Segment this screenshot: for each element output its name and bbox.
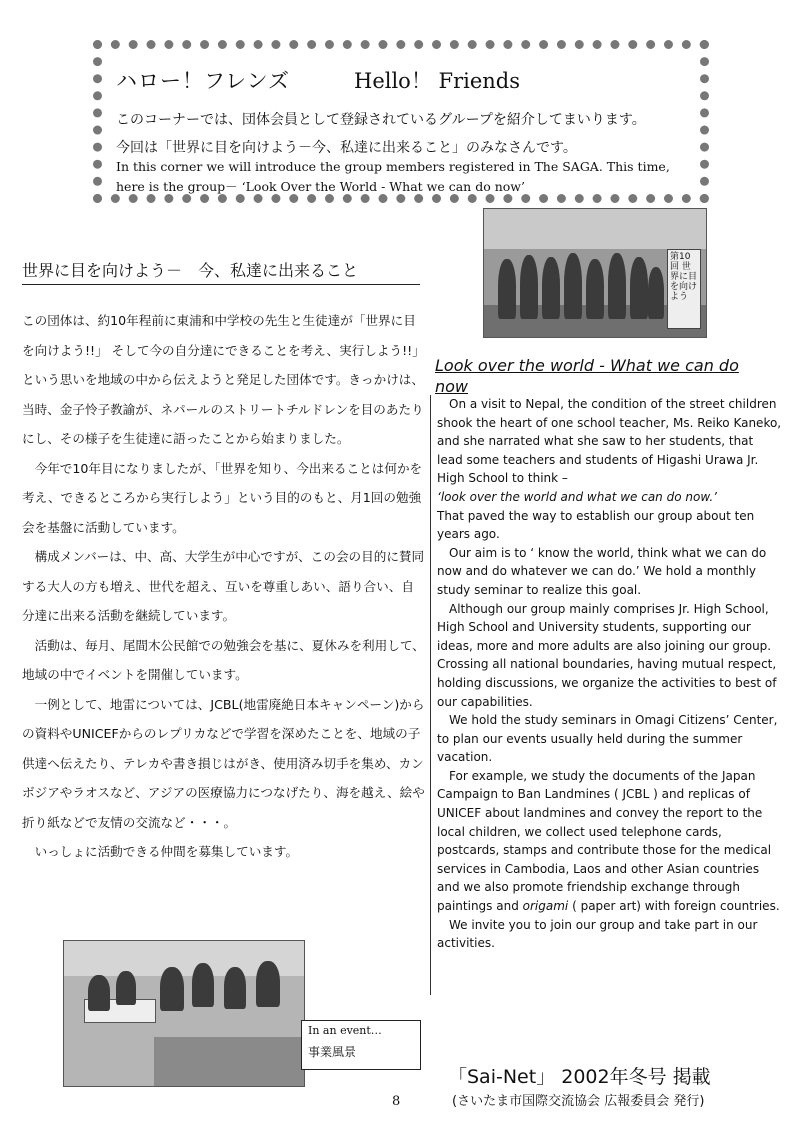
page-number: 8 <box>392 1094 401 1109</box>
corner-title-jp: ハロー！フレンズ <box>116 69 291 93</box>
jp-paragraph: 活動は、毎月、尾間木公民館での勉強会を基に、夏休みを利用して、地域の中でイベントを開催しています。 <box>22 637 425 682</box>
photo-caption <box>301 1020 421 1070</box>
en-paragraph: Our aim is to ‘ know the world, think what we can do now and do whatever we can do.’ We hold a monthly study seminar to realize this goal. <box>437 545 767 597</box>
en-paragraph: We hold the study seminars in Omagi Citizens’ Center, to plan our events usually held during the summer vacation. <box>437 713 778 765</box>
jp-paragraph: 構成メンバーは、中、高、大学生が中心ですが、この会の目的に賛同する大人の方も増え、世代を超え、互いを尊重しあい、語り合い、自分達に出来る活動を継続しています。 <box>22 549 425 623</box>
intro-en-line-1: In this corner we will introduce the group members registered in The SAGA. This time, <box>116 159 670 174</box>
jp-paragraph: 今年で10年目になりましたが、「世界を知り、今出来ることは何かを考え、できるところから実行しよう」という目的のもと、月1回の勉強会を基盤に活動しています。 <box>22 460 423 535</box>
caption-en: In an event… <box>308 1024 382 1037</box>
jp-section-title: 世界に目を向けよう－ 今、私達に出来ること <box>22 258 420 285</box>
en-quote: ‘look over the world and what we can do now.’ <box>437 489 717 504</box>
en-section-title: Look over the world - What we can do now <box>435 356 739 396</box>
intro-line-2: 今回は「世界に目を向けよう－今、私達に出来ること」のみなさんです。 <box>116 140 577 156</box>
en-paragraph-text: For example, we study the documents of the Japan Campaign to Ban Landmines ( JCBL ) and replicas of UNICEF about landmines and convey the report to the local children, we collect used telephone cards, postcards, stamps and contribute those for the medical services in Cambodia, Laos and other Asian countries and we also promote friendship exchange through paintings and <box>437 768 772 914</box>
en-paragraph: We invite you to join our group and take part in our activities. <box>437 917 758 951</box>
en-article-body <box>437 395 782 953</box>
intro-line-1: このコーナーでは、団体会員として登録されているグループを紹介してまいります。 <box>116 112 646 128</box>
en-paragraph <box>437 767 782 916</box>
jp-paragraph: この団体は、約10年程前に東浦和中学校の先生と生徒達が「世界に目を向けよう!!」 そして今の自分達にできることを考え、実行しよう!!」という思いを地域の中から伝えようと発足した団体です。きっかけは、当時、金子怜子教諭が、ネパールのストリートチルドレンを目のあたりにし、その様子を生徒達に語ったことから始まりました。 <box>22 313 425 446</box>
intro-box <box>93 40 709 203</box>
en-paragraph <box>437 395 782 544</box>
event-sign: 第10回 世界に目を向けよう <box>667 249 701 329</box>
column-divider <box>430 395 431 995</box>
group-photo <box>483 208 707 338</box>
jp-article-body <box>22 306 426 867</box>
caption-jp: 事業風景 <box>308 1045 357 1059</box>
jp-paragraph: いっしょに活動できる仲間を募集しています。 <box>34 844 299 859</box>
en-paragraph-text: ( paper art) with foreign countries. <box>572 899 780 914</box>
source-title: 「Sai-Net」 2002年冬号 掲載 <box>448 1066 711 1088</box>
en-paragraph-text: On a visit to Nepal, the condition of the street children shook the heart of one school teacher, Ms. Reiko Kaneko, and she narrated what she saw to her students, that lead some teachers and students of Higashi Urawa Jr. High School to think – <box>437 397 782 486</box>
event-photo <box>63 940 305 1087</box>
intro-en-line-2: here is the group－ ‘Look Over the World - What we can do now’ <box>116 179 525 194</box>
en-italic-word: origami <box>522 899 569 914</box>
jp-paragraph: 一例として、地雷については、JCBL(地雷廃絶日本キャンペーン)からの資料やUNICEFからのレプリカなどで学習を深めたことを、地域の子供達へ伝えたり、テレカや書き損じはがき、使用済み切手を集め、カンボジアやラオスなど、アジアの医療協力につなげたり、海を越え、絵や折り紙などで友情の交流など・・・。 <box>22 696 425 830</box>
en-paragraph: Although our group mainly comprises Jr. High School, High School and University students, supporting our ideas, more and more adults are also joining our group. Crossing all national boundaries, having mutual respect, holding discussions, we organize the activities to best of our capabilities. <box>437 601 777 709</box>
source-org: (さいたま市国際交流協会 広報委員会 発行) <box>452 1094 705 1109</box>
corner-title-en: Hello！ Friends <box>354 69 520 93</box>
en-paragraph-text: That paved the way to establish our group about ten years ago. <box>437 508 755 542</box>
